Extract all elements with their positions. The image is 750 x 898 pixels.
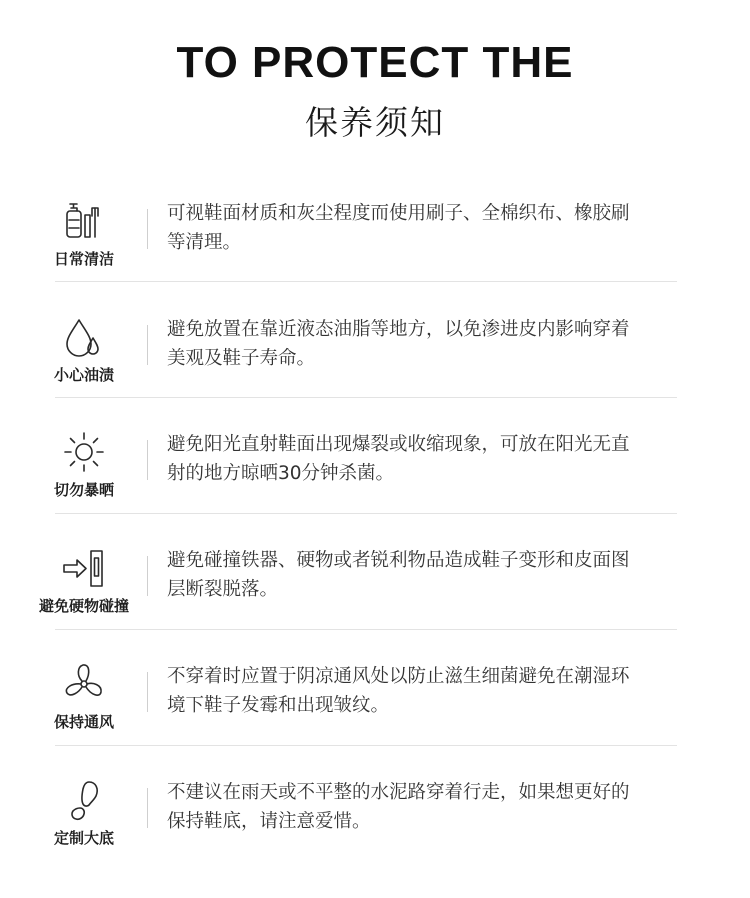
care-item-label: 日常清洁 xyxy=(53,250,114,268)
separator-line xyxy=(147,440,148,480)
care-item-description xyxy=(167,199,687,257)
divider xyxy=(55,745,677,746)
impact-arrow-icon xyxy=(61,545,107,591)
care-item-description xyxy=(167,430,687,488)
description-line: 不穿着时应置于阴凉通风处以防止滋生细菌避免在潮湿环 xyxy=(167,666,630,687)
care-item-label: 切勿暴晒 xyxy=(53,481,114,499)
separator-line xyxy=(147,209,148,249)
description-line: 避免碰撞铁器、硬物或者锐利物品造成鞋子变形和皮面图 xyxy=(167,550,630,571)
description-line: 层断裂脱落。 xyxy=(167,579,279,600)
separator-line xyxy=(147,788,148,828)
footprint-icon xyxy=(61,777,107,823)
divider xyxy=(55,629,677,630)
care-item-label: 保持通风 xyxy=(53,713,114,731)
care-item-label: 定制大底 xyxy=(53,829,114,847)
sun-icon xyxy=(61,429,107,475)
description-line: 避免阳光直射鞋面出现爆裂或收缩现象，可放在阳光无直 xyxy=(167,434,630,455)
divider xyxy=(55,397,677,398)
description-line: 避免放置在靠近液态油脂等地方，以免渗进皮内影响穿着 xyxy=(167,319,630,340)
fan-icon xyxy=(61,661,107,707)
oil-drops-icon xyxy=(61,314,107,360)
description-line: 射的地方晾晒30分钟杀菌。 xyxy=(167,463,395,484)
description-line: 不建议在雨天或不平整的水泥路穿着行走，如果想更好的 xyxy=(167,782,630,803)
separator-line xyxy=(147,325,148,365)
divider xyxy=(55,513,677,514)
title-chinese: 保养须知 xyxy=(305,103,445,142)
description-line: 境下鞋子发霉和出现皱纹。 xyxy=(167,695,390,716)
care-item-daily-cleaning xyxy=(0,181,750,297)
description-line: 等清理。 xyxy=(167,232,242,253)
care-item-ventilation xyxy=(0,644,750,760)
separator-line xyxy=(147,672,148,712)
care-item-oil-stains xyxy=(0,297,750,413)
care-item-label: 小心油渍 xyxy=(53,366,114,384)
care-item-custom-sole xyxy=(0,760,750,876)
care-item-sun-exposure xyxy=(0,412,750,528)
description-line: 保持鞋底，请注意爱惜。 xyxy=(167,811,371,832)
description-line: 可视鞋面材质和灰尘程度而使用刷子、全棉织布、橡胶刷 xyxy=(167,203,630,224)
care-item-avoid-impact xyxy=(0,528,750,644)
care-item-description xyxy=(167,546,687,604)
care-item-label: 避免硬物碰撞 xyxy=(38,597,129,615)
title-english: TO PROTECT THE xyxy=(176,38,574,87)
care-item-description xyxy=(167,662,687,720)
description-line: 美观及鞋子寿命。 xyxy=(167,348,316,369)
divider xyxy=(55,281,677,282)
care-item-description xyxy=(167,778,687,836)
separator-line xyxy=(147,556,148,596)
care-item-description xyxy=(167,315,687,373)
cleaning-bottle-brush-icon xyxy=(61,198,107,244)
